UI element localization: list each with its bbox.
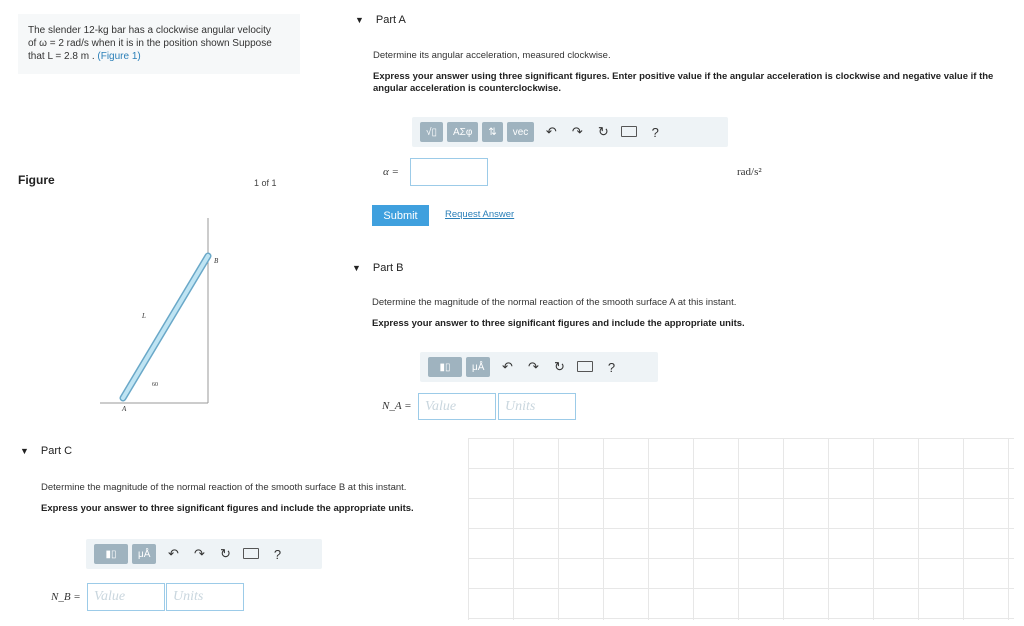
part-a-answer-input[interactable] [410, 158, 488, 186]
keyboard-icon[interactable] [238, 547, 264, 562]
templates-button[interactable]: ▮▯ [428, 357, 462, 377]
figure-page-count: 1 of 1 [254, 178, 277, 188]
part-a-label: α = [383, 166, 399, 178]
undo-icon[interactable]: ↶ [167, 546, 179, 561]
problem-line-1: The slender 12-kg bar has a clockwise angular velocity [28, 25, 271, 36]
undo-icon[interactable]: ↶ [501, 359, 513, 374]
units-button[interactable]: μÅ [132, 544, 156, 564]
part-c-units-input[interactable]: Units [166, 583, 244, 611]
part-b-title: Part B [372, 262, 404, 274]
greek-symbols-button[interactable]: ΑΣφ [447, 122, 478, 142]
part-a-header[interactable] [355, 14, 406, 26]
part-b-header[interactable] [352, 262, 404, 274]
reset-icon[interactable]: ↻ [553, 359, 565, 374]
problem-line-2: of ω = 2 rad/s when it is in the position shown Suppose [28, 38, 272, 49]
submit-button[interactable]: Submit [372, 205, 429, 226]
redo-icon[interactable]: ↷ [571, 124, 583, 139]
collapse-triangle-icon[interactable]: ▼ [352, 263, 361, 273]
templates-button[interactable]: ▮▯ [94, 544, 128, 564]
reset-icon[interactable]: ↻ [597, 124, 609, 139]
undo-icon[interactable]: ↶ [545, 124, 557, 139]
part-c-title: Part C [40, 445, 73, 457]
redo-icon[interactable]: ↷ [193, 546, 205, 561]
part-c-description: Determine the magnitude of the normal reaction of the smooth surface B at this instant. [41, 482, 407, 493]
part-c-toolbar [86, 539, 322, 569]
problem-line-3 [28, 50, 290, 63]
redo-icon[interactable]: ↷ [527, 359, 539, 374]
figure-diagram [90, 208, 230, 423]
part-b-value-input[interactable]: Value [418, 393, 496, 420]
units-button[interactable]: μÅ [466, 357, 490, 377]
part-a-toolbar [412, 117, 728, 147]
templates-button[interactable]: √▯ [420, 122, 443, 142]
collapse-triangle-icon[interactable]: ▼ [20, 446, 29, 456]
label-angle: 60 [152, 382, 158, 388]
figure-title: Figure [18, 173, 55, 187]
label-a: A [122, 405, 127, 413]
help-icon[interactable]: ? [273, 546, 282, 562]
label-b: B [214, 257, 219, 265]
part-b-toolbar [420, 352, 658, 382]
part-a-description: Determine its angular acceleration, measured clockwise. [373, 50, 611, 61]
figure-link[interactable]: (Figure 1) [97, 51, 141, 62]
label-l: L [142, 312, 146, 320]
part-c-header[interactable] [20, 445, 72, 457]
problem-line-3-text: that L = 2.8 m . [28, 51, 98, 62]
part-b-instruction: Express your answer to three significant figures and include the appropriate units. [372, 318, 745, 329]
part-c-value-input[interactable]: Value [87, 583, 165, 611]
help-icon[interactable]: ? [651, 124, 659, 140]
subscript-button[interactable]: ⇅ [482, 122, 502, 142]
background-grid [468, 438, 1014, 620]
reset-icon[interactable]: ↻ [219, 546, 231, 561]
part-b-label: N_A = [382, 400, 412, 412]
part-c-label: N_B = [51, 591, 81, 603]
part-b-units-input[interactable]: Units [498, 393, 576, 420]
part-c-instruction: Express your answer to three significant figures and include the appropriate units. [41, 503, 414, 514]
collapse-triangle-icon[interactable]: ▼ [355, 15, 364, 25]
problem-statement [18, 14, 300, 74]
part-a-unit: rad/s² [737, 166, 762, 178]
keyboard-icon[interactable] [616, 125, 642, 140]
help-icon[interactable]: ? [607, 359, 616, 375]
part-a-instruction: Express your answer using three significant figures. Enter positive value if the angular acceleration is clockwise and negative value if the angular acceleration is counterclockwise. [373, 71, 994, 94]
request-answer-link[interactable]: Request Answer [445, 209, 515, 220]
part-b-description: Determine the magnitude of the normal reaction of the smooth surface A at this instant. [372, 297, 737, 308]
keyboard-icon[interactable] [572, 360, 598, 375]
part-a-title: Part A [375, 14, 406, 26]
vector-button[interactable]: vec [507, 122, 535, 142]
slender-bar-highlight [123, 256, 208, 398]
